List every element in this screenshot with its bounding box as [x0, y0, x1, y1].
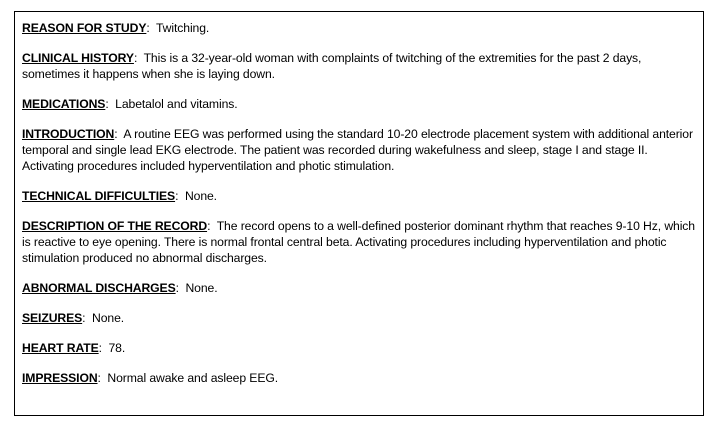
abnormal-discharges-heading: ABNORMAL DISCHARGES [22, 281, 176, 295]
abnormal-discharges-section: ABNORMAL DISCHARGES: None. [22, 281, 218, 295]
abnormal-discharges-text: None. [185, 281, 218, 295]
technical-difficulties-section: TECHNICAL DIFFICULTIES: None. [22, 189, 217, 203]
medications-heading: MEDICATIONS [22, 97, 106, 111]
seizures-section: SEIZURES: None. [22, 311, 125, 325]
reason-for-study-text: Twitching. [156, 21, 210, 35]
heart-rate-section: HEART RATE: 78. [22, 341, 126, 355]
eeg-report [14, 11, 704, 416]
clinical-history-text: This is a 32-year-old woman with complaints of twitching of the extremities for the past 2 days, sometimes it happens when she is laying down. [22, 51, 642, 81]
impression-heading: IMPRESSION [22, 371, 98, 385]
introduction-section: INTRODUCTION: A routine EEG was performed using the standard 10-20 electrode placement system with additional anterior temporal and single lead EKG electrode. The patient was recorded during wakefulness and sleep, stage I and stage II. Activating procedures included hyperventilation and photic stimulation. [22, 127, 693, 173]
clinical-history-section: CLINICAL HISTORY: This is a 32-year-old woman with complaints of twitching of the extremities for the past 2 days, sometimes it happens when she is laying down. [22, 51, 642, 81]
impression-text: Normal awake and asleep EEG. [107, 371, 279, 385]
medications-section: MEDICATIONS: Labetalol and vitamins. [22, 97, 238, 111]
seizures-heading: SEIZURES [22, 311, 83, 325]
technical-difficulties-heading: TECHNICAL DIFFICULTIES [22, 189, 176, 203]
introduction-heading: INTRODUCTION [22, 127, 115, 141]
heart-rate-heading: HEART RATE [22, 341, 99, 355]
medications-text: Labetalol and vitamins. [115, 97, 238, 111]
impression-section: IMPRESSION: Normal awake and asleep EEG. [22, 371, 279, 385]
introduction-text: A routine EEG was performed using the standard 10-20 electrode placement system with additional anterior temporal and single lead EKG electrode. The patient was recorded during wakefulness and sleep, stage I and stage II. Activating procedures included hyperventilation and photic stimulation. [22, 127, 693, 173]
description-of-record-text: The record opens to a well-defined posterior dominant rhythm that reaches 9-10 Hz, which is reactive to eye opening. There is normal frontal central beta. Activating procedures including hyperventilation and photic stimulation produced no abnormal discharges. [22, 219, 695, 265]
seizures-text: None. [92, 311, 125, 325]
technical-difficulties-text: None. [184, 189, 217, 203]
reason-for-study-heading: REASON FOR STUDY [22, 21, 147, 35]
description-of-record-section: DESCRIPTION OF THE RECORD: The record opens to a well-defined posterior dominant rhythm that reaches 9-10 Hz, which is reactive to eye opening. There is normal frontal central beta. Activating procedures including hyperventilation and photic stimulation produced no abnormal discharges. [22, 219, 695, 265]
clinical-history-heading: CLINICAL HISTORY [22, 51, 134, 65]
description-of-record-heading: DESCRIPTION OF THE RECORD [22, 219, 208, 233]
heart-rate-text: 78. [108, 341, 126, 355]
reason-for-study-section: REASON FOR STUDY: Twitching. [22, 21, 210, 35]
